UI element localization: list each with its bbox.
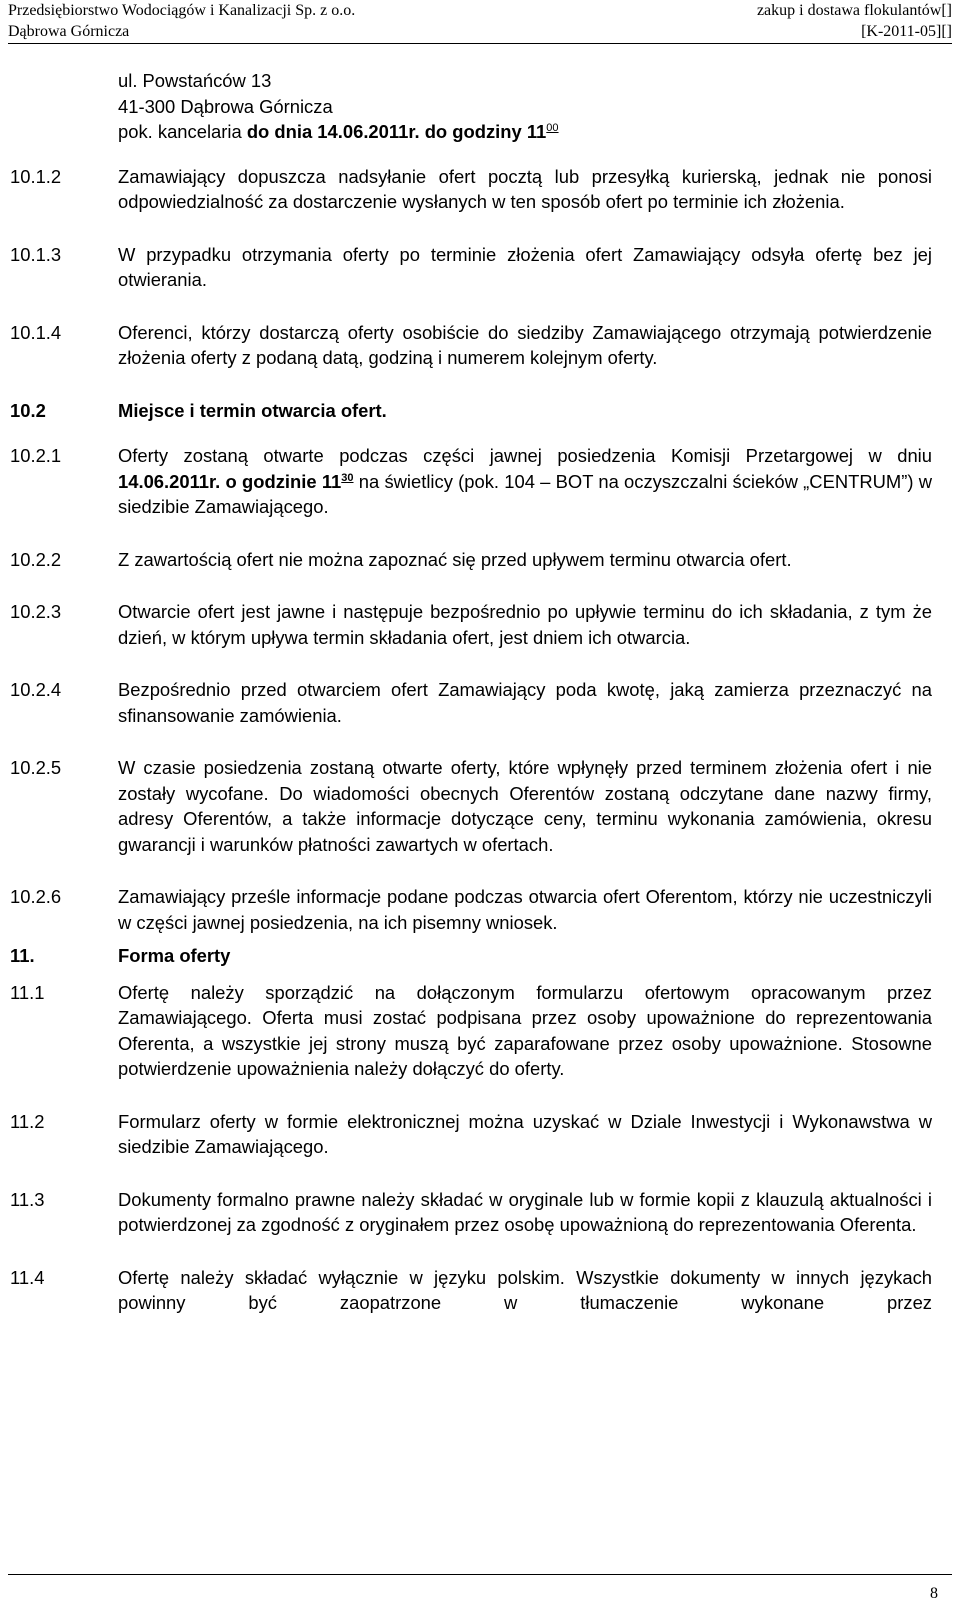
header-reference: [K-2011-05][]: [861, 23, 952, 40]
section-text: Oferenci, którzy dostarczą oferty osobiście do siedziby Zamawiającego otrzymają potwierdzenie złożenia oferty z podaną datą, godziną i numerem kolejnym oferty.: [118, 321, 932, 368]
opening-date: 14.06.2011r.: [118, 470, 221, 492]
section-number: 10.2.6: [10, 886, 62, 907]
running-header: [8, 0, 952, 42]
deadline-minutes: 00: [546, 122, 559, 134]
opening-time: o godzinie 11: [225, 470, 342, 492]
section-text: Ofertę należy składać wyłącznie w języku polskim. Wszystkie dokumenty w innych językach powinny być zaopatrzone w tłumaczenie wykonane przez: [118, 1266, 932, 1313]
section-number: 10.2.5: [10, 757, 62, 778]
section-number: 10.2.4: [10, 679, 62, 700]
section-10-1-2: [10, 164, 932, 215]
submission-address: [118, 68, 932, 145]
section-number: 10.2.1: [10, 445, 62, 466]
header-subject: zakup i dostawa flokulantów[]: [756, 2, 952, 19]
section-text: Otwarcie ofert jest jawne i następuje bezpośrednio po upływie terminu do ich składania, z tym że dzień, w którym upływa termin składania ofert, jest dniem ich otwarcia.: [118, 601, 932, 648]
section-text: Bezpośrednio przed otwarciem ofert Zamawiający poda kwotę, jaką zamierza przeznaczyć na sfinansowanie zamówienia.: [118, 679, 932, 726]
section-number: 10.2.2: [10, 548, 62, 570]
section-10-2-6: [10, 884, 932, 935]
section-text: Zamawiający prześle informacje podane podczas otwarcia ofert Oferentom, którzy nie uczestniczyli w części jawnej posiedzenia, na ich pisemny wniosek.: [118, 886, 932, 933]
section-number: 11.2: [10, 1110, 45, 1132]
section-number: 11.: [10, 945, 35, 966]
address-city: 41-300 Dąbrowa Górnicza: [118, 95, 333, 117]
section-number: 10.1.3: [10, 243, 62, 265]
section-text: Z zawartością ofert nie można zapoznać się przed upływem terminu otwarcia ofert.: [118, 548, 792, 570]
section-text: W przypadku otrzymania oferty po terminie złożenia ofert Zamawiający odsyła ofertę bez jej otwierania.: [118, 243, 932, 290]
section-number: 11.3: [10, 1188, 45, 1210]
section-10-2-3: [10, 599, 932, 650]
header-company: Przedsiębiorstwo Wodociągów i Kanalizacji Sp. z o.o.: [8, 2, 356, 19]
section-text: W czasie posiedzenia zostaną otwarte oferty, które wpłynęły przed terminem złożenia ofert i nie zostały wycofane. Do wiadomości obecnych Oferentów zostaną odczytane dane nazwy firmy, adresy Oferentów, a także informacje dotyczące ceny, terminu wykonania zamówienia, okresu gwarancji i warunków płatności zawartych w ofertach.: [118, 757, 932, 855]
section-11-4: [10, 1265, 932, 1316]
section-text: Dokumenty formalno prawne należy składać w oryginale lub w formie kopii z klauzulą aktualności i potwierdzonej za zgodność z oryginałem przez osobę upoważnioną do reprezentowania Oferenta.: [118, 1188, 932, 1235]
section-10-2-2: [10, 547, 932, 573]
section-number: 11.4: [10, 1266, 45, 1288]
section-text: Zamawiający dopuszcza nadsyłanie ofert pocztą lub przesyłką kurierską, jednak nie ponosi odpowiedzialność za dostarczenie wysłanych w ten sposób ofert po terminie ich złożenia.: [118, 165, 932, 212]
section-number: 11.1: [10, 981, 45, 1003]
opening-minutes: 30: [341, 471, 354, 484]
section-number: 10.1.4: [10, 321, 62, 343]
address-street: ul. Powstańców 13: [118, 70, 272, 91]
deadline-date: do dnia 14.06.2011r. do godziny 11: [246, 121, 547, 142]
section-11-2: [10, 1109, 932, 1160]
section-heading: Forma oferty: [118, 945, 231, 966]
section-10-2-5: [10, 755, 932, 857]
section-number: 10.2.3: [10, 601, 62, 622]
header-divider: [8, 43, 952, 44]
address-deadline: pok. kancelaria do dnia 14.06.2011r. do godziny $11^{00}$: [118, 121, 559, 142]
section-text: Ofertę należy sporządzić na dołączonym formularzu ofertowym opracowanym przez Zamawiającego. Oferta musi zostać podpisana przez osoby upoważnione do reprezentowania Oferenta, a wszystkie jej strony muszą być zaparafowane przez osoby upoważnione. Stosowne potwierdzenie upoważnienia należy dołączyć do oferty.: [118, 981, 932, 1079]
document-body: [10, 68, 932, 1316]
section-11-3: [10, 1187, 932, 1238]
section-11-1: [10, 980, 932, 1082]
section-number: 10.2: [10, 399, 46, 421]
footer-divider: [8, 1574, 952, 1575]
section-text: Oferty zostaną otwarte podczas części jawnej posiedzenia Komisji Przetargowej w dniu 14.06.2011r. o godzinie $11^{30}$ na świetlicy (pok. 104 – BOT na oczyszczalni ścieków „CENTRUM”) w siedzibie Zamawiającego.: [118, 445, 932, 517]
section-text: Formularz oferty w formie elektronicznej można uzyskać w Dziale Inwestycji i Wykonawstwa w siedzibie Zamawiającego.: [118, 1110, 932, 1157]
section-heading-10-2: [10, 398, 932, 424]
page-number: 8: [930, 1585, 938, 1602]
section-10-1-3: [10, 242, 932, 293]
header-city: Dąbrowa Górnicza: [8, 23, 130, 40]
section-number: 10.1.2: [10, 165, 62, 187]
section-heading: Miejsce i termin otwarcia ofert.: [118, 399, 387, 421]
section-heading-11: [10, 943, 932, 969]
section-10-2-1: [10, 443, 932, 520]
section-10-2-4: [10, 677, 932, 728]
section-10-1-4: [10, 320, 932, 371]
